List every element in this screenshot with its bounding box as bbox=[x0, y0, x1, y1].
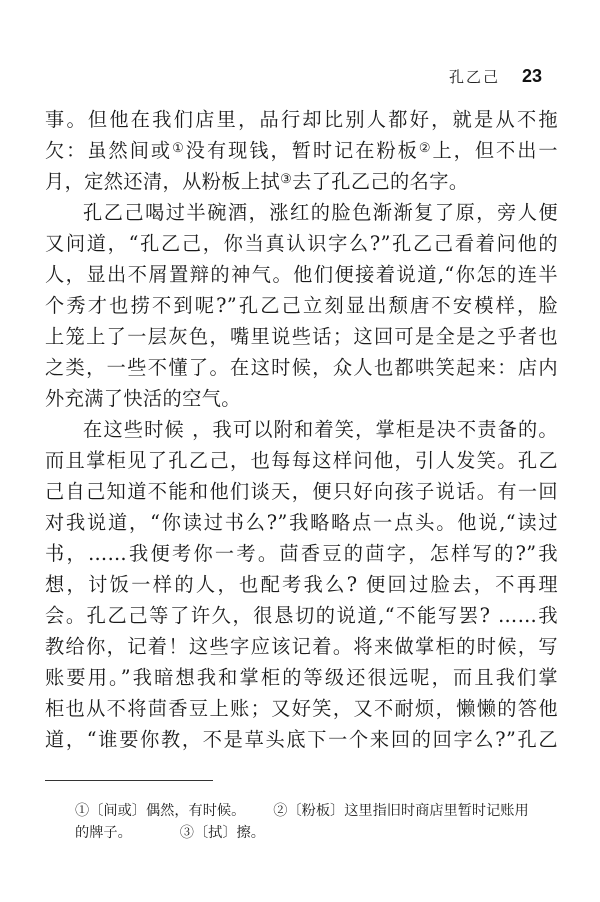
text-segment: 外充满了快活的空气。 bbox=[45, 387, 241, 410]
body-text bbox=[45, 104, 558, 755]
text-segment: 个秀才也捞不到呢?”孔乙己立刻显出颓唐不安模样，脸 bbox=[45, 294, 558, 317]
text-line bbox=[45, 352, 558, 383]
text-segment: 孔乙己喝过半碗酒，涨红的脸色渐渐复了原，旁人便 bbox=[83, 201, 558, 224]
footnote-line-1 bbox=[75, 800, 575, 822]
footnote-marker-3[interactable]: ③ bbox=[280, 172, 293, 187]
footnote-line-2 bbox=[75, 822, 575, 844]
text-segment: 人，显出不屑置辩的神气。他们便接着说道,“你怎的连半 bbox=[45, 263, 558, 286]
text-segment: 欠：虽然间或 bbox=[45, 139, 173, 162]
text-segment: 教给你，记着！这些字应该记着。将来做掌柜的时候，写 bbox=[45, 635, 558, 658]
text-line bbox=[45, 476, 558, 507]
text-segment: 账要用。”我暗想我和掌柜的等级还很远呢，而且我们掌 bbox=[45, 666, 558, 689]
text-line bbox=[45, 104, 558, 135]
text-line bbox=[45, 569, 558, 600]
text-segment: 事。但他在我们店里，品行却比别人都好，就是从不拖 bbox=[45, 108, 558, 131]
footnote-3: ③〔拭〕擦。 bbox=[179, 825, 265, 841]
text-segment: 会。孔乙己等了许久，很恳切的说道,“不能写罢? ……我 bbox=[45, 604, 558, 627]
text-line bbox=[45, 445, 558, 476]
text-line bbox=[45, 383, 558, 414]
text-segment: 而且掌柜见了孔乙己，也每每这样问他，引人发笑。孔乙 bbox=[45, 449, 558, 472]
text-segment: 己自己知道不能和他们谈天，便只好向孩子说话。有一回 bbox=[45, 480, 558, 503]
text-line bbox=[45, 724, 558, 755]
text-segment: 去了孔乙己的名字。 bbox=[292, 170, 469, 193]
footnote-divider bbox=[45, 780, 213, 781]
text-segment: 又问道，“孔乙己，你当真认识字么?”孔乙己看着问他的 bbox=[45, 232, 558, 255]
text-line bbox=[45, 631, 558, 662]
running-title: 孔乙己 bbox=[448, 68, 500, 86]
text-line bbox=[45, 228, 558, 259]
text-segment: 在这些时候 ，我可以附和着笑，掌柜是决不责备的。 bbox=[83, 418, 558, 441]
footnote-1: ①〔间或〕偶然，有时候。 bbox=[75, 803, 246, 819]
page-number: 23 bbox=[521, 66, 542, 86]
text-line bbox=[45, 662, 558, 693]
text-segment: 书，……我便考你一考。茴香豆的茴字，怎样写的?”我 bbox=[45, 542, 558, 565]
paragraph-start-line bbox=[45, 197, 558, 228]
text-segment: 柜也从不将茴香豆上账；又好笑，又不耐烦，懒懒的答他 bbox=[45, 697, 558, 720]
text-segment: 想，讨饭一样的人，也配考我么? 便回过脸去，不再理 bbox=[45, 573, 558, 596]
text-segment: 没有现钱，暂时记在粉板 bbox=[185, 139, 419, 162]
text-line bbox=[45, 321, 558, 352]
footnote-marker-1[interactable]: ① bbox=[172, 141, 186, 156]
text-segment: 道，“谁要你教，不是草头底下一个来回的回字么?”孔乙 bbox=[45, 728, 558, 751]
text-line bbox=[45, 259, 558, 290]
text-line bbox=[45, 507, 558, 538]
text-line bbox=[45, 135, 558, 166]
text-segment: 对我说道，“你读过书么?”我略略点一点头。他说,“读过 bbox=[45, 511, 558, 534]
text-line bbox=[45, 166, 558, 197]
text-segment: 上笼上了一层灰色，嘴里说些话；这回可是全是之乎者也 bbox=[45, 325, 558, 348]
running-header bbox=[449, 66, 542, 87]
text-line bbox=[45, 538, 558, 569]
text-segment: 之类，一些不懂了。在这时候，众人也都哄笑起来：店内 bbox=[45, 356, 558, 379]
footnote-2-continued: 的牌子。 bbox=[75, 825, 132, 841]
paragraph-start-line bbox=[45, 414, 558, 445]
footnote-marker-2[interactable]: ② bbox=[418, 141, 433, 156]
text-line bbox=[45, 693, 558, 724]
text-line bbox=[45, 600, 558, 631]
text-line bbox=[45, 290, 558, 321]
footnotes bbox=[75, 800, 575, 844]
text-segment: 月，定然还清，从粉板上拭 bbox=[45, 170, 281, 193]
footnote-2: ②〔粉板〕这里指旧时商店里暂时记账用 bbox=[273, 803, 529, 819]
text-segment: 上，但不出一 bbox=[432, 139, 558, 162]
